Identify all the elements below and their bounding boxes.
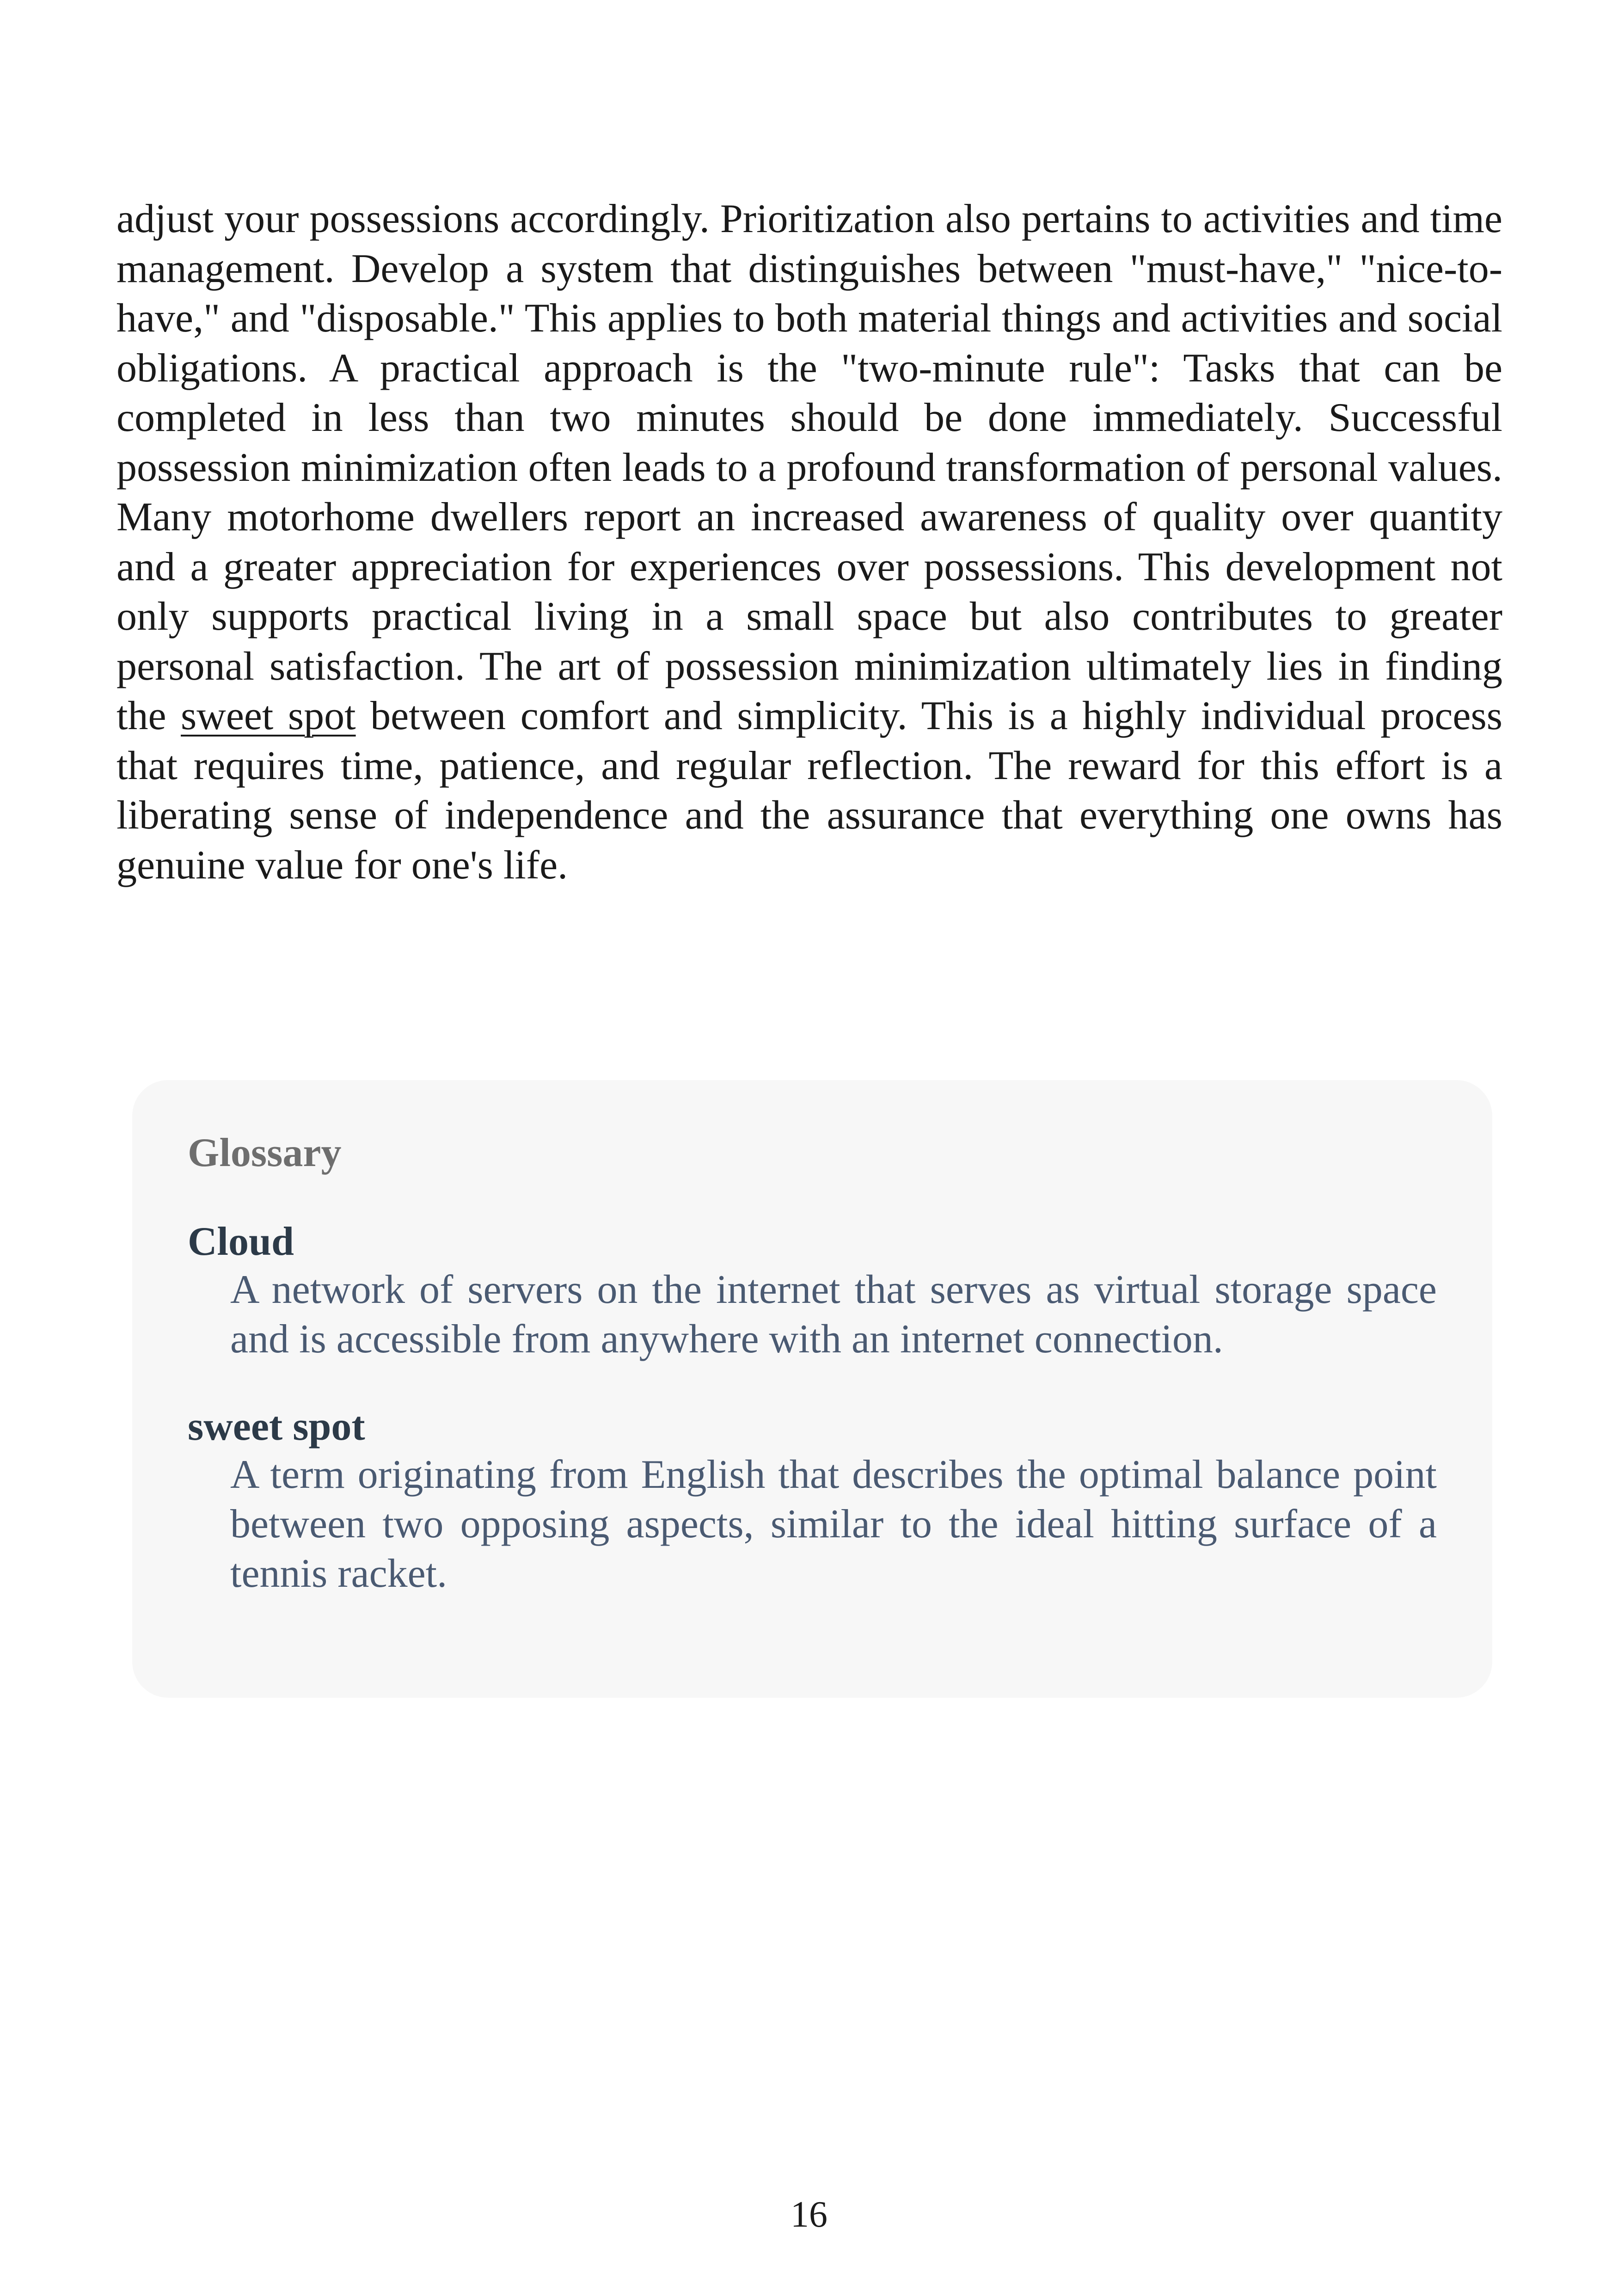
sweet-spot-term-link[interactable]: sweet spot <box>181 694 356 738</box>
body-paragraph <box>116 194 1502 890</box>
glossary-definition-cloud: A network of servers on the internet that serves as virtual storage space and is accessible from anywhere with an internet connection. <box>230 1267 1437 1362</box>
glossary-box <box>132 1080 1492 1698</box>
glossary-term-sweet-spot: sweet spot <box>188 1404 365 1449</box>
glossary-title: Glossary <box>188 1130 342 1175</box>
page-number: 16 <box>791 2194 827 2235</box>
body-text-before: adjust your possessions accordingly. Prioritization also pertains to activities and time management. Develop a system that distinguishes between "must-have," "nice-to-have," and "disposable." This applies to both material things and activities and social obligations. A practical approach is the "two-minute rule": Tasks that can be completed in less than two minutes should be done immediately. Successful possession minimization often leads to a profound transformation of personal values. Many motorhome dwellers report an increased awareness of quality over quantity and a greater appreciation for experiences over possessions. This development not only supports practical living in a small space but also contributes to greater personal satisfaction. The art of possession minimization ultimately lies in finding the <box>116 196 1502 738</box>
glossary-definition-sweet-spot: A term originating from English that describes the optimal balance point between two opposing aspects, similar to the ideal hitting surface of a tennis racket. <box>230 1452 1437 1596</box>
body-text-after: between comfort and simplicity. This is a highly individual process that requires time, patience, and regular reflection. The reward for this effort is a liberating sense of independence and the assurance that everything one owns has genuine value for one's life. <box>116 694 1502 888</box>
glossary-term-cloud: Cloud <box>188 1219 294 1264</box>
